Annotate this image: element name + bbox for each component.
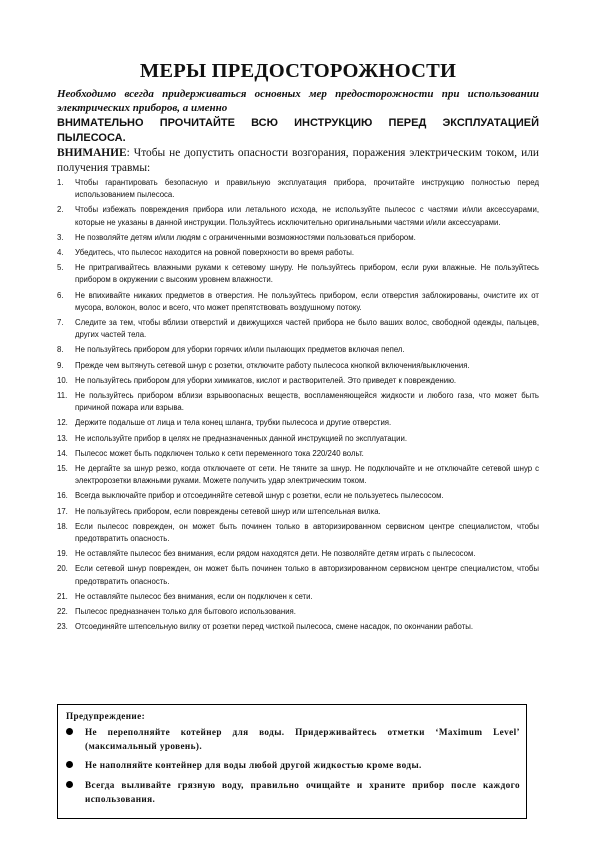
list-item [57, 521, 539, 545]
item-text: Чтобы гарантировать безопасную и правильную эксплуатация прибора, прочитайте инструкцию полностью перед использованием пылесоса. [75, 178, 539, 200]
item-number: 18. [57, 521, 68, 531]
item-text: Не используйте прибор в целях не предназначенных данной инструкцией по эксплуатации. [75, 433, 408, 443]
list-item [57, 290, 539, 314]
item-text: Не пользуйтесь прибором для уборки химикатов, кислот и растворителей. Это приведет к повреждению. [75, 375, 457, 385]
precautions-list [57, 177, 539, 634]
warning-bullet-text: Не переполняйте котейнер для воды. Придерживайтесь отметки ‘Maximum Level’ (максимальный уровень). [85, 727, 520, 752]
item-number: 16. [57, 491, 68, 501]
list-item [57, 621, 539, 633]
item-text: Не пользуйтесь прибором, если повреждены сетевой шнур или штепсельная вилка. [75, 506, 381, 516]
item-number: 20. [57, 564, 68, 574]
item-text: Не пользуйтесь прибором для уборки горячих и/или пылающих предметов включая пепел. [75, 345, 405, 355]
item-number: 2. [57, 205, 64, 215]
item-number: 6. [57, 290, 64, 300]
warning-bullet-text: Всегда выливайте грязную воду, правильно очищайте и храните прибор после каждого использования. [85, 779, 520, 804]
item-text: Убедитесь, что пылесос находится на ровной поверхности во время работы. [75, 248, 355, 258]
item-text: Прежде чем вытянуть сетевой шнур с розетки, отключите работу пылесоса кнопкой включения/выключения. [75, 360, 470, 370]
item-text: Не притрагивайтесь влажными руками к сетевому шнуру. Не пользуйтесь прибором, если руки влажные. Не пользуйтесь прибором в окружении с высоким уровнем влажности. [75, 263, 539, 285]
item-number: 22. [57, 607, 68, 617]
item-number: 7. [57, 318, 64, 328]
item-number: 21. [57, 591, 68, 601]
bullet-icon [66, 728, 73, 735]
list-item [57, 232, 539, 244]
list-item [57, 463, 539, 487]
intro-text: Необходимо всегда придерживаться основных мер предосторожности при использовании электрических приборов, а именно [57, 88, 539, 114]
warning-bullet-text: Не наполняйте контейнер для воды любой другой жидкостью кроме воды. [85, 760, 422, 771]
list-item [57, 344, 539, 356]
list-item [57, 433, 539, 445]
attention-text: : Чтобы не допустить опасности возгорания, поражения электрическим током, или получения травмы: [57, 147, 539, 174]
attention-paragraph [57, 146, 539, 175]
item-text: Пылесос предназначен только для бытового использования. [75, 607, 296, 617]
warning-bullet-list [64, 725, 520, 806]
item-text: Пылесос может быть подключен только к сети переменного тока 220/240 вольт. [75, 448, 364, 458]
item-text: Если сетевой шнур поврежден, он может быть починен только в авторизированном сервисном центре специалистом, чтобы предотвратить опасность. [75, 564, 539, 586]
item-text: Не впихивайте никаких предметов в отверстия. Не пользуйтесь прибором, если отверстия заблокированы, очистите их от мусора, волокон, волос и всего, что может препятствовать воздушному потоку. [75, 290, 539, 312]
item-number: 3. [57, 232, 64, 242]
item-number: 10. [57, 375, 68, 385]
item-text: Если пылесос поврежден, он может быть починен только в авторизированном сервисном центре специалистом, чтобы предотвратить опасность. [75, 521, 539, 544]
item-text: Не дергайте за шнур резко, когда отключаете от сети. Не тяните за шнур. Не подключайте и не отключайте сетевой шнур с электророзетки влажными руками. Можете получить удар электрическим током. [75, 464, 539, 486]
item-number: 17. [57, 506, 68, 516]
warning-box-title: Предупреждение: [66, 711, 146, 721]
item-text: Следите за тем, чтобы вблизи отверстий и движущихся частей прибора не было ваших волос, свободной одежды, пальцев, других частей тела. [75, 318, 539, 340]
item-text: Не пользуйтесь прибором вблизи взрывоопасных веществ, воспламеняющейся жидкости и любого газа, что может быть причиной пожара или взрыва. [75, 391, 539, 413]
read-instruction-heading: ВНИМАТЕЛЬНО ПРОЧИТАЙТЕ ВСЮ ИНСТРУКЦИЮ ПЕРЕД ЭКСПЛУАТАЦИЕЙ ПЫЛЕСОСА. [57, 117, 539, 144]
item-number: 9. [57, 360, 64, 370]
page-title: МЕРЫ ПРЕДОСТОРОЖНОСТИ [139, 60, 457, 82]
document-body [57, 58, 539, 637]
item-number: 13. [57, 433, 68, 443]
list-item [57, 390, 539, 414]
item-number: 1. [57, 178, 64, 187]
item-text: Держите подальше от лица и тела конец шланга, трубки пылесоса и другие отверстия. [75, 418, 392, 428]
item-text: Всегда выключайте прибор и отсоединяйте сетевой шнур с розетки, если не пользуетесь пылесосом. [75, 491, 444, 501]
list-item [57, 204, 539, 228]
list-item [57, 506, 539, 518]
item-number: 12. [57, 418, 68, 428]
bullet-icon [66, 761, 73, 768]
list-item [57, 317, 539, 341]
attention-label: ВНИМАНИЕ [57, 147, 127, 159]
item-number: 5. [57, 263, 64, 273]
item-text: Не оставляйте пылесос без внимания, если он подключен к сети. [75, 591, 313, 601]
item-text: Чтобы избежать повреждения прибора или летального исхода, не используйте пылесос с частями и/или аксессуарами, которые не указаны в данной инструкции. Пользуйтесь исключительно оригинальными частями и/или аксессуарами. [75, 205, 539, 227]
warning-box [57, 704, 527, 819]
list-item [57, 548, 539, 560]
list-item [57, 448, 539, 460]
list-item [57, 360, 539, 372]
item-number: 23. [57, 622, 68, 632]
list-item [57, 375, 539, 387]
warning-bullet-item [64, 778, 520, 806]
item-number: 15. [57, 464, 68, 474]
warning-bullet-item [64, 725, 520, 753]
warning-bullet-item [64, 758, 520, 772]
list-item [57, 417, 539, 429]
list-item [57, 247, 539, 259]
item-text: Отсоединяйте штепсельную вилку от розетки перед чисткой пылесоса, смене насадок, по окончании работы. [75, 622, 474, 632]
item-number: 4. [57, 248, 64, 258]
item-text: Не позволяйте детям и/или людям с ограниченными возможностями пользоваться прибором. [75, 232, 416, 242]
item-number: 8. [57, 345, 64, 355]
list-item [57, 606, 539, 618]
list-item [57, 177, 539, 201]
item-text: Не оставляйте пылесос без внимания, если рядом находятся дети. Не позволяйте детям играть с пылесосом. [75, 549, 476, 559]
list-item [57, 591, 539, 603]
item-number: 11. [57, 391, 68, 401]
bullet-icon [66, 781, 73, 788]
list-item [57, 563, 539, 587]
item-number: 19. [57, 549, 68, 559]
list-item [57, 490, 539, 502]
item-number: 14. [57, 448, 68, 458]
list-item [57, 262, 539, 286]
